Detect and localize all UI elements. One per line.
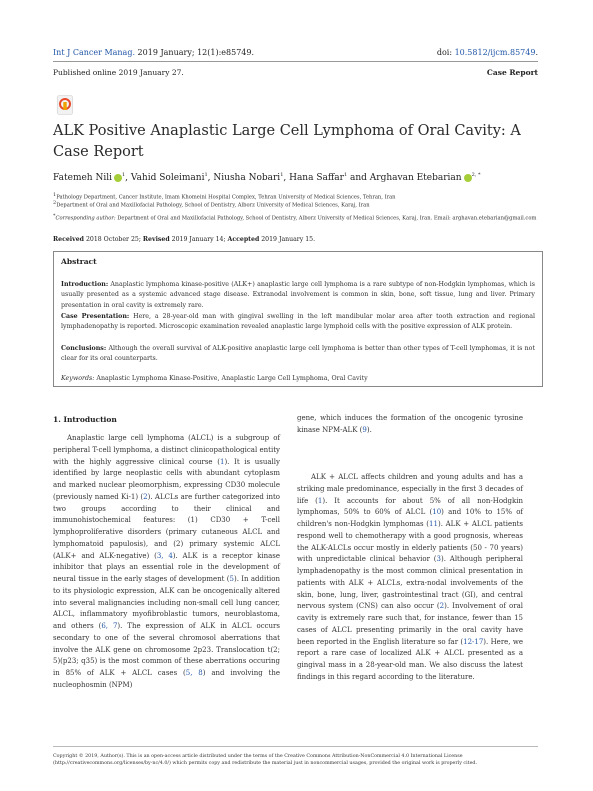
intro-right-column-p1: gene, which induces the formation of the oncogenic tyrosine kinase NPM-ALK (9). [297, 414, 523, 434]
author-name: , Vahid Soleimani [125, 173, 205, 183]
abstract-conclusions: Conclusions: Although the overall survival of ALK-positive anaplastic large cell lymphoma is better than other types of T-cell lymphomas, it is not clear for its oral counterparts. [61, 345, 535, 363]
journal-link[interactable]: Int J Cancer Manag. [53, 48, 135, 57]
section-heading: 1. Introduction [53, 415, 117, 424]
orcid-icon[interactable] [464, 174, 472, 182]
ref-link[interactable]: 9 [362, 425, 367, 434]
ref-link[interactable]: 11 [429, 520, 438, 528]
author-name: and Arghavan Etebarian [347, 173, 462, 183]
article-dates: Received 2018 October 25; Revised 2019 January 14; Accepted 2019 January 15. [53, 236, 316, 243]
article-type: Case Report [486, 68, 538, 77]
crossmark-icon[interactable] [57, 95, 73, 115]
ref-link[interactable]: 3, 4 [156, 551, 173, 560]
corresponding-author: *Corresponding author: Department of Oral and Maxillofacial Pathology, School of Dentistry, Alborz University of Medical Sciences, Karaj, Iran. Email: arghavan.etebarian@gmail.com [53, 213, 537, 222]
ref-link[interactable]: 1 [219, 457, 225, 466]
author-name: Fatemeh Nili [53, 173, 112, 183]
footer-rule [53, 746, 538, 747]
affiliation-2: $^2$Department of Oral and Maxillofacial Pathology, School of Dentistry, Alborz University of Medical Sciences, Karaj, Iran [53, 200, 370, 209]
ref-link[interactable]: 5, 8 [185, 669, 203, 677]
ref-link[interactable]: 12-17 [463, 637, 484, 646]
doi-label: doi: [436, 48, 455, 57]
keywords: Keywords: Anaplastic Lymphoma Kinase-Positive, Anaplastic Large Cell Lymphoma, Oral Cavity [61, 375, 368, 382]
ref-link[interactable]: 3 [436, 555, 441, 564]
doi-link[interactable]: 10.5812/ijcm.85749 [454, 48, 536, 57]
ref-link[interactable]: 10 [432, 508, 442, 517]
abstract-introduction: Introduction: Anaplastic lymphoma kinase-positive (ALK+) anaplastic large cell lymphoma is a rare subtype of non-Hodgkin lymphomas, which is usually presented as a systemic advanced stage disease. Extranodal involvement is common in skin, bone, soft tissue, lung and liver. Primary presentation in oral cavity is extremely rare. [61, 281, 535, 309]
affiliation-1: $^1$Pathology Department, Cancer Institute, Imam Khomeini Hospital Complex, Tehran University of Medical Sciences, Tehran, Iran [53, 192, 396, 201]
author-name: , Niusha Nobari [207, 173, 281, 183]
publication-date: Published online 2019 January 27. [53, 68, 184, 77]
citation-text: 2019 January; 12(1):e85749. [135, 48, 255, 57]
author-list: Fatemeh Nili $^1$, Vahid Soleimani$^1$, Niusha Nobari$^1$, Hana Saffar$^1$ and Arghavan Etebarian $^{2, *}$ [53, 172, 481, 183]
article-title: ALK Positive Anaplastic Large Cell Lymphoma of Oral Cavity: A Case Report [53, 123, 521, 160]
header-rule [53, 61, 538, 62]
ref-link[interactable]: 2 [439, 602, 445, 611]
ref-link[interactable]: 5 [229, 575, 234, 583]
orcid-icon[interactable] [114, 174, 122, 182]
intro-right-column-p2: ALK + ALCL affects children and young adults and has a striking male predominance, especially in the first 3 decades of life (1). It accounts for about 5% of all non-Hodgkin lymphomas, 50% to 60% of ALCL (10) and 10% to 15% of children's non-Hodgkin lymphomas (11). ALK + ALCL patients respond well to chemotherapy with a good prognosis, whereas the ALK-ALCLs occur mostly in elderly patients (50 - 70 years) with unpredictable clinical behavior (3). Although peripheral lymphadenopathy is the most common clinical presentation in patients with ALK + ALCLs, extra-nodal involvements of the skin, bone, lung, liver, gastrointestinal tract (GI), and central nervous system (CNS) can also occur (2). Involvement of oral cavity is extremely rare such that, for instance, fewer than 15 cases of ALCL presenting primarily in the oral cavity have been reported in the English literature so far (12-17). Here, we report a rare case of localized ALK + ALCL presented as a gingival mass in a 28-year-old man. We also discuss the latest findings in this regard according to the literature. [297, 473, 524, 681]
doi: doi: 10.5812/ijcm.85749. [436, 48, 538, 57]
abstract-case: Case Presentation: Here, a 28-year-old man with gingival swelling in the left mandibular molar area after tooth extraction and regional lymphadenopathy is reported. Microscopic examination revealed anaplastic large lymphoid cells with the positive expression of ALK protein. [61, 313, 535, 331]
author-name: , Hana Saffar [283, 173, 344, 183]
ref-link[interactable]: 2 [143, 492, 148, 501]
ref-link[interactable]: 6, 7 [101, 622, 118, 630]
journal-citation [53, 48, 254, 57]
intro-left-column: Anaplastic large cell lymphoma (ALCL) is a subgroup of peripheral T-cell lymphoma, a distinct clinicopathological entity with the highly aggressive clinical course (1). It is usually identified by large neoplastic cells with abundant cytoplasm and marked nuclear pleomorphism, expressing CD30 molecule (previously named Ki-1) (2). ALCLs are further categorized into two groups according to their clinical and immunohistochemical features: (1) CD30 + T-cell lymphoproliferative disorders (primary cutaneous ALCL and lymphomatoid papulosis), and (2) primary systemic ALCL (ALK+ and ALK-negative) (3, 4). ALK is a receptor kinase inhibitor that plays an essential role in the development of neural tissue in the early stages of development (5). In addition to its physiologic expression, ALK can be oncogenically altered into several malignancies including non-small cell lung cancer, ALCL, inflammatory myofibroblastic tumors, neuroblastoma, and others (6, 7). The expression of ALK in ALCL occurs secondary to one of the several chromosol aberrations that involve the ALK gene on chromosome 2p23. Translocation t(2; 5)(p23; q35) is the most common of these aberrations occuring in 85% of ALK + ALCL cases (5, 8) and involving the nucleophosmin (NPM) [53, 434, 281, 689]
ref-link[interactable]: 1 [317, 496, 323, 505]
copyright-notice: Copyright © 2019, Author(s). This is an open-access article distributed under the terms of the Creative Commons Attribution-NonCommercial 4.0 International License (http://creativecommons.org/licenses/by-nc/4.0/) which permits copy and redistribute the material just in noncommercial usages, provided the original work is properly cited. [53, 754, 478, 766]
abstract-heading: Abstract [61, 257, 97, 266]
